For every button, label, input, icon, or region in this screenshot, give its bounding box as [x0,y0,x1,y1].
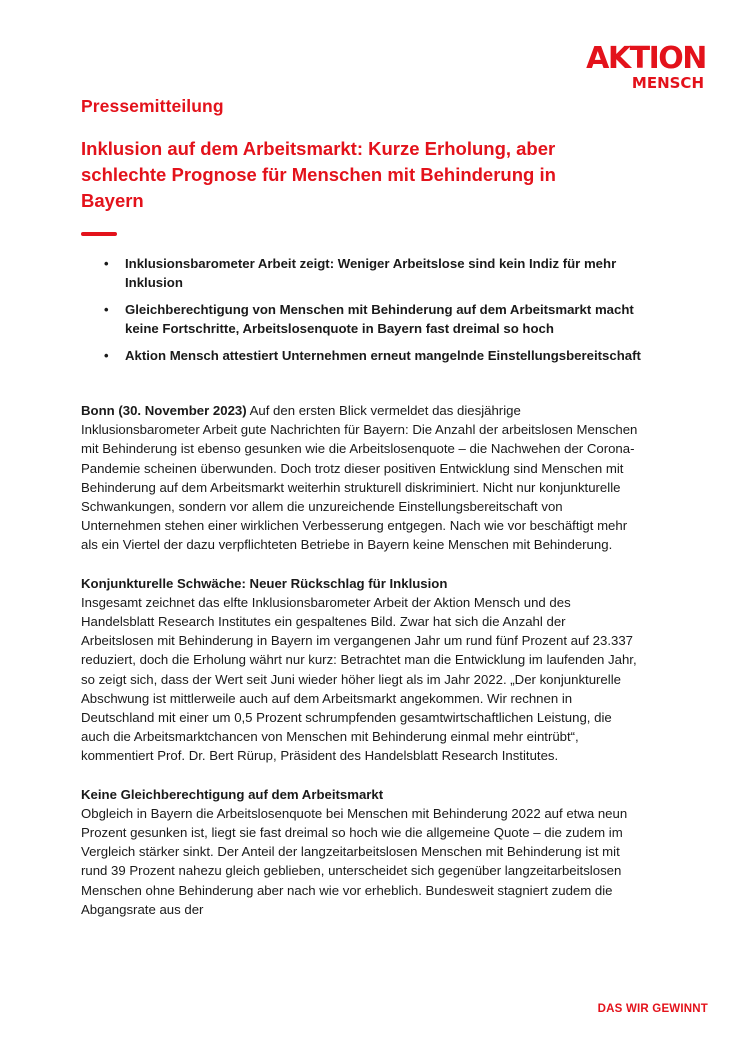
key-points-list [104,254,644,373]
section-text: Insgesamt zeichnet das elfte Inklusionsbarometer Arbeit der Aktion Mensch und des Handelsblatt Research Institutes ein gespaltenes Bild. Zwar hat sich die Anzahl der Arbeitslosen mit Behinderung in Bayern im vergangenen Jahr um rund fünf Prozent auf 23.337 reduziert, doch die Erholung währt nur kurz: Betrachtet man die Entwicklung im laufenden Jahr, so zeigt sich, dass der Wert seit Juni wieder höher liegt als im Jahr 2022. „Der konjunkturelle Abschwung ist mittlerweile auch auf dem Arbeitsmarkt angekommen. Wir rechnen in Deutschland mit einer um 0,5 Prozent schrumpfenden gesamtwirtschaftlichen Leistung, die auch die Arbeitsmarktchancen von Menschen mit Behinderung einmal mehr eintrübt“, kommentiert Prof. Dr. Bert Rürup, Präsident des Handelsblatt Research Institutes. [81,594,637,764]
bullet-icon: • [104,302,109,317]
aktion-mensch-logo [582,40,710,92]
title-accent-divider [81,232,117,236]
list-item [104,254,644,292]
section-heading: Konjunkturelle Schwäche: Neuer Rückschlag für Inklusion [81,575,448,591]
article-body [81,401,641,938]
logo-graphic [582,40,710,92]
logo-line2: MENSCH [631,74,704,92]
section-konjunktur [81,574,641,766]
list-item [104,300,644,338]
intro-paragraph [81,401,641,555]
logo-line1: AKTION [586,41,706,76]
bullet-icon: • [104,348,109,363]
dateline: Bonn (30. November 2023) [81,403,247,418]
page-title: Inklusion auf dem Arbeitsmarkt: Kurze Erholung, aber schlechte Prognose für Menschen mit Behinderung in Bayern [81,138,556,211]
intro-text: Auf den ersten Blick vermeldet das diesjährige Inklusionsbarometer Arbeit gute Nachrichten für Bayern: Die Anzahl der arbeitslosen Menschen mit Behinderung ist ebenso gesunken wie die Arbeitslosenquote – die Nachwehen der Corona-Pandemie scheinen überwunden. Doch trotz dieser positiven Entwicklung sind Menschen mit Behinderung auf dem Arbeitsmarkt weiterhin strukturell diskriminiert. Nicht nur konjunkturelle Schwankungen, sondern vor allem die unzureichende Einstellungsbereitschaft von Unternehmen stehen einer wirklichen Verbesserung entgegen. Nach wie vor beschäftigt mehr als ein Viertel der dazu verpflichteten Betriebe in Bayern keine Menschen mit Behinderung. [81,403,638,553]
bullet-text: Aktion Mensch attestiert Unternehmen erneut mangelnde Einstellungsbereitschaft [125,348,641,363]
section-heading: Keine Gleichberechtigung auf dem Arbeitsmarkt [81,786,384,802]
bullet-text: Gleichberechtigung von Menschen mit Behinderung auf dem Arbeitsmarkt macht keine Fortschritte, Arbeitslosenquote in Bayern fast dreimal so hoch [125,302,634,336]
section-text: Obgleich in Bayern die Arbeitslosenquote bei Menschen mit Behinderung 2022 auf etwa neun Prozent gesunken ist, liegt sie fast dreimal so hoch wie die allgemeine Quote – die zudem im Vergleich stärker sinkt. Der Anteil der langzeitarbeitslosen Menschen mit Behinderung ist mit rund 39 Prozent nahezu gleich geblieben, unterscheidet sich gegenüber langzeitarbeitslosen Menschen ohne Behinderung aber nach wie vor erheblich. Bundesweit stagniert zudem die Abgangsrate aus der [81,805,628,917]
list-item [104,346,644,365]
footer-tagline: DAS WIR GEWINNT [597,1003,708,1015]
document-type-label: Pressemitteilung [81,96,224,116]
section-gleichberechtigung [81,785,641,919]
bullet-text: Inklusionsbarometer Arbeit zeigt: Weniger Arbeitslose sind kein Indiz für mehr Inklusion [125,256,617,290]
bullet-icon: • [104,256,109,271]
